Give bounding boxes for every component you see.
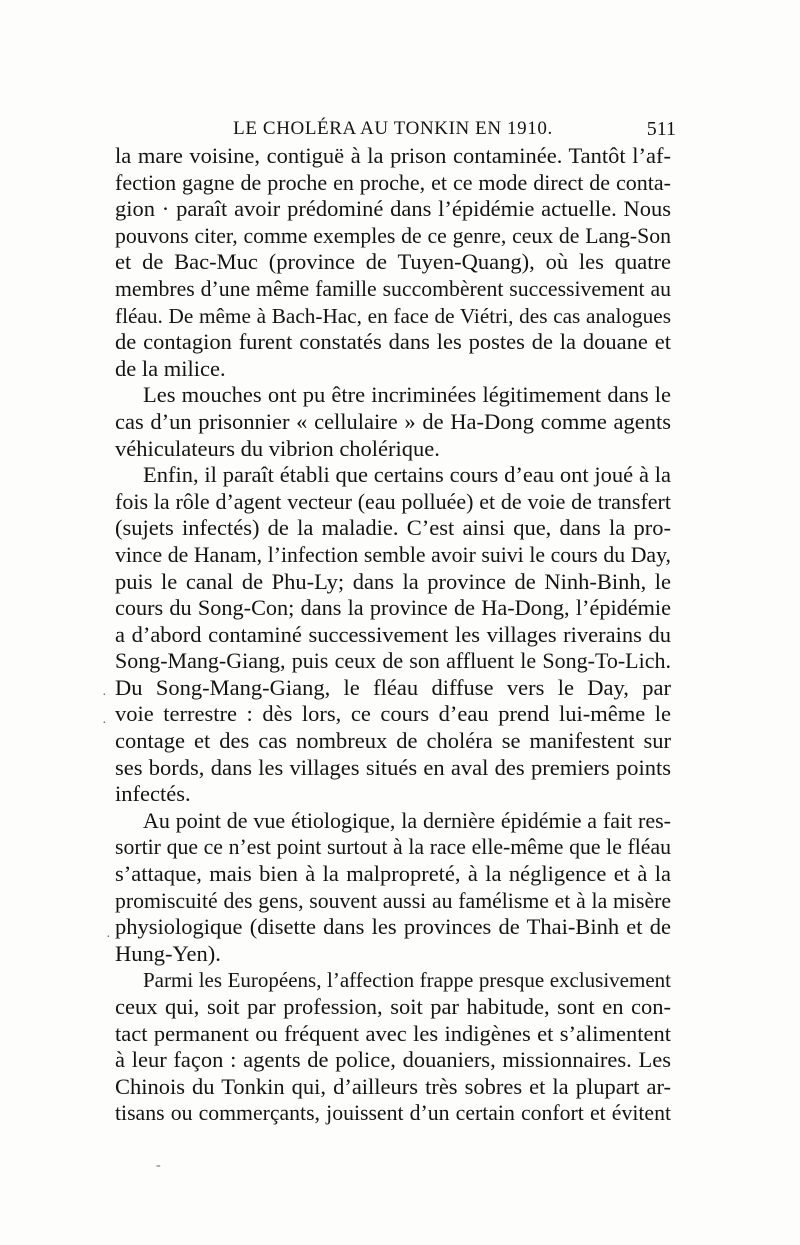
text-line: de la milice.: [115, 355, 226, 381]
margin-speck: ·: [102, 716, 107, 731]
body-text: [115, 143, 671, 1127]
text-line: s’attaque, mais bien à la malpropreté, à la négligence et à la: [115, 861, 671, 887]
page-number: 511: [646, 118, 676, 140]
text-line: tisans ou commerçants, jouissent d’un certain confort et évitent: [115, 1101, 671, 1126]
text-line: la mare voisine, contiguë à la prison contaminée. Tantôt l’af-: [115, 143, 671, 168]
margin-speck: ·: [106, 930, 111, 945]
text-line: Enfin, il paraît établi que certains cours d’eau ont joué à la: [143, 462, 671, 488]
text-line: contage et des cas nombreux de choléra se manifestent sur: [115, 728, 671, 754]
text-line: Au point de vue étiologique, la dernière épidémie a fait res-: [143, 807, 671, 833]
text-line: fois la rôle d’agent vecteur (eau polluée) et de voie de transfert: [115, 488, 671, 514]
text-line: de contagion furent constatés dans les postes de la douane et: [115, 329, 671, 355]
text-line: cas d’un prisonnier « cellulaire » de Ha-Dong comme agents: [115, 408, 671, 434]
margin-speck: -: [156, 1158, 161, 1173]
text-line: promiscuité des gens, souvent aussi au famélisme et à la misère: [115, 888, 671, 913]
text-line: (sujets infectés) de la maladie. C’est ainsi que, dans la pro-: [115, 515, 671, 541]
margin-speck: ·: [102, 688, 107, 703]
text-line: fléau. De même à Bach-Hac, en face de Viétri, des cas analogues: [115, 303, 671, 328]
text-line: Les mouches ont pu être incriminées légitimement dans le: [143, 382, 671, 408]
text-line: puis le canal de Phu-Ly; dans la province de Ninh-Binh, le: [115, 568, 671, 594]
text-line: et de Bac-Muc (province de Tuyen-Quang), où les quatre: [115, 249, 671, 275]
text-line: véhiculateurs du vibrion cholérique.: [115, 435, 440, 461]
text-line: ses bords, dans les villages situés en aval des premiers points: [115, 754, 671, 780]
text-line: gion · paraît avoir prédominé dans l’épidémie actuelle. Nous: [115, 196, 671, 222]
text-line: cours du Song-Con; dans la province de Ha-Dong, l’épidémie: [115, 595, 671, 621]
running-head: [0, 114, 800, 144]
text-line: a d’abord contaminé successivement les villages riverains du: [115, 621, 671, 647]
text-line: infectés.: [115, 781, 191, 807]
text-line: Chinois du Tonkin qui, d’ailleurs très sobres et la plupart ar-: [115, 1073, 671, 1099]
text-line: Du Song-Mang-Giang, le fléau diffuse vers le Day, par: [115, 674, 671, 700]
text-line: sortir que ce n’est point surtout à la race elle-même que le fléau: [115, 835, 671, 860]
text-line: physiologique (disette dans les provinces de Thai-Binh et de: [115, 914, 671, 940]
text-line: Hung-Yen).: [115, 940, 221, 966]
text-line: voie terrestre : dès lors, ce cours d’eau prend lui-même le: [115, 701, 671, 727]
text-line: ceux qui, soit par profession, soit par habitude, sont en con-: [115, 994, 671, 1019]
text-line: fection gagne de proche en proche, et ce mode direct de conta-: [115, 169, 671, 195]
text-line: à leur façon : agents de police, douaniers, missionnaires. Les: [115, 1047, 671, 1073]
text-line: tact permanent ou fréquent avec les indigènes et s’alimentent: [115, 1020, 671, 1046]
text-line: membres d’une même famille succombèrent successivement au: [115, 276, 671, 301]
running-title: LE CHOLÉRA AU TONKIN EN 1910.: [233, 118, 553, 139]
text-line: Song-Mang-Giang, puis ceux de son affluent le Song-To-Lich.: [115, 648, 671, 674]
text-line: pouvons citer, comme exemples de ce genre, ceux de Lang-Son: [115, 223, 671, 248]
text-line: vince de Hanam, l’infection semble avoir suivi le cours du Day,: [115, 542, 671, 567]
text-line: Parmi les Européens, l’affection frappe presque exclusivement: [143, 968, 671, 993]
